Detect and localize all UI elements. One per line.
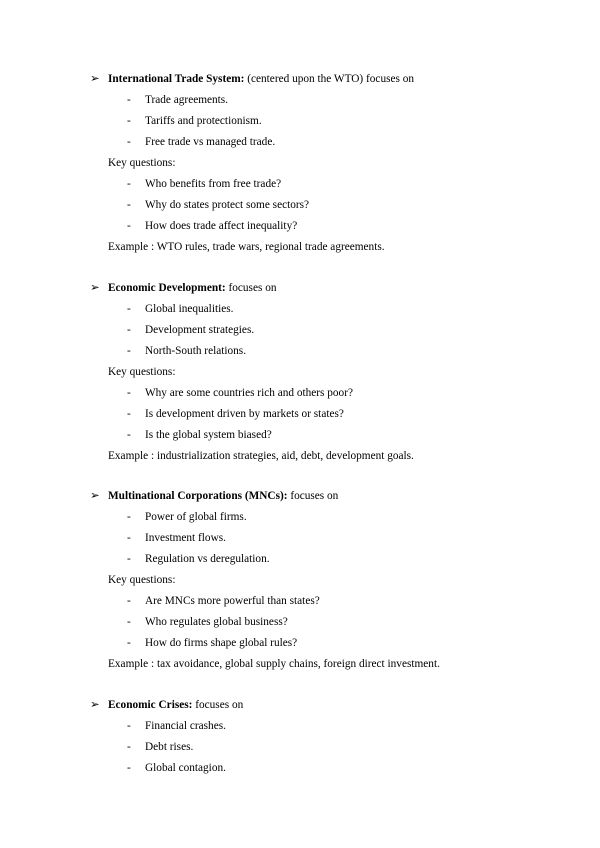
arrow-bullet-icon: ➢ <box>90 699 100 711</box>
section-subtitle: focuses on <box>228 282 277 294</box>
key-questions-label: Key questions: <box>108 366 176 378</box>
key-questions-label: Key questions: <box>108 574 176 586</box>
section-title: Economic Development: <box>108 282 226 294</box>
dash-bullet: - <box>127 553 131 565</box>
dash-bullet: - <box>127 408 131 420</box>
section-heading <box>90 281 277 295</box>
dash-bullet: - <box>127 720 131 732</box>
section-title: Economic Crises: <box>108 699 193 711</box>
section-heading <box>90 698 243 712</box>
section-subtitle: (centered upon the WTO) focuses on <box>247 73 415 85</box>
dash-bullet: - <box>127 637 131 649</box>
document-page: ➢ International Trade System: (centered upon the WTO) focuses on - Trade agreements. - Tariffs and protectionism. - Free trade vs managed trade. Key questions: - Who benefits from free trade? - Why do states protect some sectors? - How does trade affect inequality? Example : WTO rules, trade wars, regional trade agreements. ➢ Economic Development: focuses on - Global inequalities. - Development strategies. - North-South relations. Key questions: - Why are some countries rich and others poor? - Is development driven by markets or states? - Is the global system biased? Example : industrialization strategies, aid, debt, development goals. ➢ Multinational Corporations (MNCs): focuses on - Power of global firms. - Investment flows. - Regulation vs deregulation. Key questions: - Are MNCs more powerful than states? - Who regulates global business? - How do firms shape global rules? Example : tax avoidance, global supply chains, foreign direct investment. ➢ Economic Crises: focuses on - Financial crashes. - Debt rises. - Global contagion. <box>90 73 440 774</box>
dash-bullet: - <box>127 595 131 607</box>
dash-bullet: - <box>127 220 131 232</box>
section-heading <box>90 489 338 503</box>
dash-bullet: - <box>127 429 131 441</box>
section-heading <box>90 72 414 86</box>
dash-bullet: - <box>127 741 131 753</box>
section-title: Multinational Corporations (MNCs): <box>108 490 288 502</box>
dash-bullet: - <box>127 136 131 148</box>
arrow-bullet-icon: ➢ <box>90 490 100 502</box>
section-subtitle: focuses on <box>195 699 244 711</box>
dash-bullet: - <box>127 324 131 336</box>
dash-bullet: - <box>127 345 131 357</box>
dash-bullet: - <box>127 387 131 399</box>
dash-bullet: - <box>127 511 131 523</box>
example-text: Example : tax avoidance, global supply chains, foreign direct investment. <box>108 658 440 670</box>
section-title: International Trade System: <box>108 73 245 85</box>
dash-bullet: - <box>127 532 131 544</box>
dash-bullet: - <box>127 762 131 774</box>
example-text: Example : industrialization strategies, aid, debt, development goals. <box>108 450 414 462</box>
dash-bullet: - <box>127 199 131 211</box>
arrow-bullet-icon: ➢ <box>90 73 100 85</box>
dash-bullet: - <box>127 115 131 127</box>
dash-bullet: - <box>127 94 131 106</box>
arrow-bullet-icon: ➢ <box>90 282 100 294</box>
dash-bullet: - <box>127 303 131 315</box>
dash-bullet: - <box>127 616 131 628</box>
key-questions-label: Key questions: <box>108 157 176 169</box>
example-text: Example : WTO rules, trade wars, regional trade agreements. <box>108 241 385 253</box>
dash-bullet: - <box>127 178 131 190</box>
section-subtitle: focuses on <box>290 490 339 502</box>
